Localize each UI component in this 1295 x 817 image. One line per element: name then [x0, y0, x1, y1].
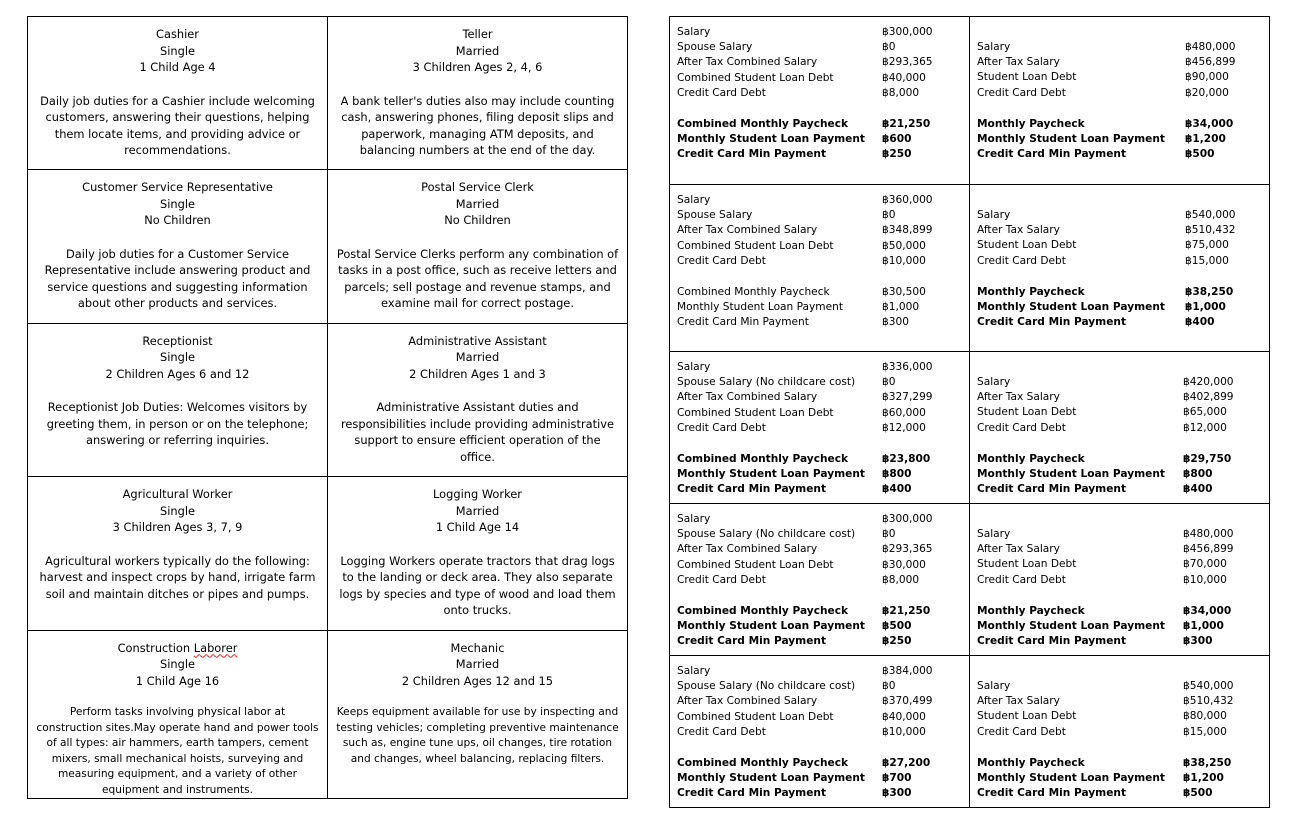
finance-label: Student Loan Debt: [977, 71, 1077, 84]
finance-row: [677, 117, 969, 132]
finance-value: ฿70,000: [1183, 558, 1227, 571]
finance-row: [677, 406, 969, 421]
finance-value: ฿293,365: [882, 543, 933, 556]
finance-label: After Tax Salary: [977, 391, 1060, 404]
finance-value: ฿0: [882, 41, 896, 54]
finance-label: Credit Card Debt: [677, 254, 766, 267]
job-title: Agricultural Worker: [122, 487, 233, 502]
finance-card-single: [970, 656, 1269, 807]
finance-row: [977, 117, 1269, 132]
job-card-postal-clerk: [328, 170, 627, 323]
job-title: Teller: [462, 27, 493, 41]
finance-value: ฿300: [1183, 635, 1213, 648]
marital-status: Married: [455, 503, 500, 518]
finance-value: ฿540,000: [1183, 680, 1234, 692]
job-card-admin-assistant: [328, 324, 627, 477]
finance-value: ฿480,000: [1183, 528, 1234, 540]
finance-row: [677, 664, 969, 679]
finance-label: After Tax Combined Salary: [677, 695, 818, 708]
finance-label: Combined Student Loan Debt: [677, 71, 834, 84]
finance-value: ฿500: [1183, 787, 1213, 800]
finance-label: Monthly Student Loan Payment: [977, 300, 1165, 313]
job-card-customer-service: [28, 170, 328, 323]
finance-label: After Tax Combined Salary: [677, 391, 818, 404]
finance-row: [977, 527, 1269, 542]
finance-value: ฿0: [882, 209, 896, 222]
finance-label: Spouse Salary (No childcare cost): [677, 528, 856, 541]
finance-value: ฿250: [882, 148, 912, 161]
finance-row: [977, 390, 1269, 405]
finance-label: Monthly Paycheck: [977, 452, 1085, 465]
finance-card-married: [670, 352, 970, 504]
finance-value: ฿40,000: [882, 71, 926, 84]
children: No Children: [144, 213, 211, 228]
finance-value: ฿20,000: [1185, 86, 1229, 99]
finance-row: [977, 375, 1269, 390]
finance-row: [677, 756, 969, 771]
finance-value: ฿21,250: [882, 604, 931, 617]
finance-row: [977, 223, 1269, 238]
job-title: Receptionist: [142, 333, 213, 348]
finance-row: [977, 285, 1269, 300]
finance-value: ฿10,000: [882, 725, 926, 738]
finance-label: Monthly Student Loan Payment: [677, 772, 865, 785]
finance-label: After Tax Salary: [977, 56, 1060, 69]
finance-label: Monthly Student Loan Payment: [677, 301, 844, 314]
finance-value: ฿12,000: [882, 421, 926, 434]
finance-label: Salary: [677, 361, 711, 373]
finance-value: ฿90,000: [1185, 71, 1229, 84]
finance-row: [677, 315, 969, 330]
finance-label: Credit Card Min Payment: [677, 316, 809, 329]
finance-value: ฿30,500: [882, 285, 926, 298]
finance-row: [977, 70, 1269, 85]
job-card-construction-laborer: [28, 631, 328, 799]
job-title: [36, 640, 319, 657]
finance-label: Credit Card Debt: [677, 421, 766, 434]
finance-row: [677, 285, 969, 300]
finance-card-single: [970, 504, 1269, 656]
job-title: Postal Service Clerk: [421, 180, 534, 195]
finance-row: [677, 300, 969, 315]
finance-label: Salary: [977, 528, 1011, 540]
finance-label: Monthly Student Loan Payment: [977, 619, 1165, 632]
finance-value: ฿500: [1185, 148, 1215, 161]
finance-row: [977, 208, 1269, 223]
finance-value: ฿402,899: [1183, 391, 1234, 404]
finance-value: ฿12,000: [1183, 421, 1227, 434]
finance-value: ฿400: [1183, 483, 1213, 496]
finance-value: ฿8,000: [882, 86, 920, 99]
finance-label: Credit Card Min Payment: [677, 148, 827, 161]
finance-value: ฿1,200: [1185, 132, 1226, 145]
finance-row: [677, 223, 969, 238]
finance-value: ฿300,000: [882, 26, 933, 38]
finance-value: ฿540,000: [1185, 209, 1236, 221]
finance-label: Monthly Paycheck: [977, 285, 1085, 298]
job-card-teller: [328, 17, 627, 170]
finance-label: Salary: [677, 513, 711, 525]
finance-value: ฿1,200: [1183, 771, 1224, 784]
finance-row: [677, 634, 969, 649]
finance-label: Salary: [977, 376, 1011, 388]
finance-row: [677, 573, 969, 588]
finance-label: Salary: [977, 209, 1011, 221]
job-card-logging-worker: [328, 477, 627, 630]
finance-label: Monthly Student Loan Payment: [677, 620, 865, 633]
finance-value: ฿34,000: [1183, 604, 1232, 617]
finance-value: ฿15,000: [1183, 725, 1227, 738]
finance-row: [977, 619, 1269, 634]
finance-label: After Tax Salary: [977, 224, 1060, 237]
finance-label: Combined Student Loan Debt: [677, 239, 834, 252]
finance-value: ฿293,365: [882, 56, 933, 69]
finance-value: ฿10,000: [882, 254, 926, 267]
finance-row: [977, 709, 1269, 724]
finance-value: ฿30,000: [882, 558, 926, 571]
finance-label: Monthly Paycheck: [977, 604, 1085, 617]
finance-value: ฿1,000: [1183, 619, 1224, 632]
children: 2 Children Ages 12 and 15: [401, 673, 554, 688]
finance-row: [977, 238, 1269, 253]
finance-value: ฿327,299: [882, 391, 933, 404]
finance-card-single: [970, 352, 1269, 504]
finance-value: ฿34,000: [1185, 117, 1234, 130]
marital-status: Single: [159, 503, 196, 518]
finance-value: ฿300,000: [882, 513, 933, 525]
finance-label: Combined Monthly Paycheck: [677, 756, 849, 769]
finance-value: ฿456,899: [1183, 543, 1234, 556]
finance-label: Credit Card Debt: [977, 573, 1066, 586]
finance-value: ฿23,800: [882, 452, 931, 465]
finance-row: [677, 390, 969, 405]
finance-label: Monthly Student Loan Payment: [977, 771, 1165, 784]
finance-row: [677, 360, 969, 375]
job-title-part: Construction: [117, 640, 194, 655]
finance-row: [677, 254, 969, 269]
finance-value: ฿510,432: [1183, 695, 1234, 708]
finance-label: After Tax Salary: [977, 695, 1060, 708]
children: 3 Children Ages 2, 4, 6: [412, 60, 543, 74]
finance-row: [677, 619, 969, 634]
marital-status: Single: [159, 350, 196, 365]
job-description: Agricultural workers typically do the following: harvest and inspect crops by hand, irrigate farm soil and maintain ditches or pipes and pumps.: [39, 553, 316, 601]
finance-card-married: [670, 656, 970, 807]
finance-card-married: [670, 185, 970, 352]
finance-label: Student Loan Debt: [977, 710, 1077, 723]
job-title: Mechanic: [450, 640, 505, 655]
marital-status: Single: [159, 196, 196, 211]
finance-label: Salary: [677, 26, 711, 38]
finance-label: Monthly Paycheck: [977, 117, 1085, 130]
job-description: Postal Service Clerks perform any combination of tasks in a post office, such as receive letters and parcels; sell postage and revenue stamps, and examine mail for correct postage.: [336, 246, 619, 311]
finance-row: [677, 40, 969, 55]
finance-card-single: [970, 185, 1269, 352]
finance-value: ฿420,000: [1183, 376, 1234, 388]
finance-row: [677, 132, 969, 147]
finance-label: After Tax Combined Salary: [677, 224, 818, 237]
finance-row: [977, 421, 1269, 436]
finance-label: Combined Student Loan Debt: [677, 558, 834, 571]
finance-label: Combined Monthly Paycheck: [677, 117, 849, 130]
children: 2 Children Ages 6 and 12: [105, 366, 250, 381]
job-card-cashier: [28, 17, 328, 170]
finance-value: ฿60,000: [882, 406, 926, 419]
job-description: Keeps equipment available for use by inspecting and testing vehicles; completing preventive maintenance such as, engine tune ups, oil changes, tire rotation and changes, wheel balancing, replacing filters.: [336, 706, 619, 765]
finance-label: Salary: [677, 665, 711, 677]
finance-label: Monthly Paycheck: [977, 756, 1085, 769]
finance-label: Credit Card Min Payment: [677, 787, 827, 800]
finance-row: [977, 557, 1269, 572]
job-description: A bank teller's duties also may include counting cash, answering phones, filing deposit slips and paperwork, managing ATM deposits, and balancing numbers at the end of the day.: [340, 93, 615, 157]
finance-value: ฿38,250: [1185, 285, 1234, 298]
finance-label: Credit Card Debt: [677, 86, 766, 99]
finance-value: ฿800: [882, 468, 912, 481]
finance-value: ฿0: [882, 680, 896, 693]
finance-row: [977, 86, 1269, 101]
finance-row: [677, 558, 969, 573]
finance-label: Spouse Salary: [677, 41, 753, 54]
finance-row: [977, 55, 1269, 70]
finance-value: ฿8,000: [882, 573, 920, 586]
finance-value: ฿15,000: [1185, 254, 1229, 267]
finance-value: ฿1,000: [1185, 300, 1226, 313]
finance-value: ฿0: [882, 528, 896, 541]
finance-card-married: [670, 17, 970, 185]
finance-card-married: [670, 504, 970, 656]
finance-row: [677, 208, 969, 223]
finance-label: Monthly Student Loan Payment: [677, 468, 865, 481]
finance-row: [677, 239, 969, 254]
finance-value: ฿75,000: [1185, 239, 1229, 252]
finance-label: Salary: [977, 680, 1011, 692]
finance-row: [677, 86, 969, 101]
finance-label: Credit Card Debt: [977, 725, 1066, 738]
finance-label: Combined Student Loan Debt: [677, 406, 834, 419]
job-card-mechanic: [328, 631, 627, 799]
finance-label: After Tax Combined Salary: [677, 56, 818, 69]
finance-row: [677, 452, 969, 467]
finance-row: [677, 527, 969, 542]
job-description: Perform tasks involving physical labor at construction sites.May operate hand and power tools of all types: air hammers, earth tampers, cement mixers, small mechanical hoists, surveying and measuring equipment, and a variety of other equipment and instruments.: [36, 706, 319, 796]
finance-value: ฿27,200: [882, 756, 931, 769]
children: 3 Children Ages 3, 7, 9: [112, 520, 243, 535]
finance-row: [677, 55, 969, 70]
finance-row: [977, 786, 1269, 801]
finance-row: [977, 132, 1269, 147]
finance-label: Credit Card Min Payment: [677, 483, 827, 496]
finance-row: [977, 405, 1269, 420]
finance-label: Combined Monthly Paycheck: [677, 285, 830, 298]
children: 2 Children Ages 1 and 3: [409, 366, 546, 381]
finance-label: After Tax Salary: [977, 543, 1060, 556]
children: No Children: [444, 213, 511, 228]
finance-row: [977, 573, 1269, 588]
job-description: Daily job duties for a Cashier include welcoming customers, answering their questions, helping them locate items, and providing advice or recommendations.: [40, 93, 315, 157]
finance-label: Credit Card Min Payment: [677, 635, 827, 648]
finance-row: [677, 193, 969, 208]
finance-label: Credit Card Min Payment: [977, 148, 1127, 161]
finance-label: Credit Card Debt: [977, 254, 1066, 267]
finance-row: [677, 604, 969, 619]
children: 1 Child Age 4: [139, 60, 216, 74]
finance-value: ฿250: [882, 635, 912, 648]
finance-row: [977, 542, 1269, 557]
finance-label: Combined Student Loan Debt: [677, 710, 834, 723]
children: 1 Child Age 14: [435, 520, 520, 535]
finance-value: ฿1,000: [882, 301, 920, 314]
job-title: Customer Service Representative: [82, 180, 273, 195]
finance-value: ฿384,000: [882, 665, 933, 677]
finance-row: [977, 771, 1269, 786]
finance-label: Salary: [677, 194, 711, 206]
spellcheck-word: Laborer: [193, 640, 238, 655]
finance-value: ฿600: [882, 133, 912, 146]
finance-value: ฿29,750: [1183, 452, 1232, 465]
finance-label: After Tax Combined Salary: [677, 543, 818, 556]
finance-label: Credit Card Debt: [677, 573, 766, 586]
finance-value: ฿348,899: [882, 224, 933, 237]
finance-row: [977, 679, 1269, 694]
finance-row: [677, 512, 969, 527]
finance-value: ฿40,000: [882, 710, 926, 723]
finance-value: ฿10,000: [1183, 573, 1227, 586]
finance-label: Credit Card Debt: [977, 86, 1066, 99]
finance-row: [677, 694, 969, 709]
finance-card-single: [970, 17, 1269, 185]
finance-value: ฿65,000: [1183, 406, 1227, 419]
finance-row: [977, 147, 1269, 162]
finance-row: [677, 679, 969, 694]
finance-row: [977, 300, 1269, 315]
finance-row: [977, 40, 1269, 55]
finance-row: [677, 147, 969, 162]
finance-value: ฿300: [882, 787, 912, 800]
finance-row: [977, 467, 1269, 482]
finance-row: [677, 467, 969, 482]
finance-row: [977, 694, 1269, 709]
finance-row: [977, 315, 1269, 330]
finance-label: Credit Card Min Payment: [977, 316, 1127, 329]
finance-row: [977, 482, 1269, 497]
finance-value: ฿700: [882, 772, 912, 785]
finance-value: ฿360,000: [882, 194, 933, 206]
finance-label: Spouse Salary (No childcare cost): [677, 680, 856, 693]
finance-row: [677, 542, 969, 557]
finance-value: ฿500: [882, 620, 912, 633]
children: 1 Child Age 16: [135, 673, 220, 688]
finance-row: [977, 452, 1269, 467]
finance-label: Student Loan Debt: [977, 558, 1077, 571]
job-description: Logging Workers operate tractors that drag logs to the landing or deck area. They also separate logs by species and type of wood and load them onto trucks.: [339, 553, 616, 618]
job-card-receptionist: [28, 324, 328, 477]
job-title: Logging Worker: [433, 487, 522, 502]
finance-value: ฿370,499: [882, 695, 933, 708]
job-description: Daily job duties for a Customer Service Representative include answering product and service questions and suggesting information about other products and services.: [44, 246, 311, 311]
job-title: Administrative Assistant: [408, 333, 547, 348]
finance-row: [677, 710, 969, 725]
marital-status: Married: [455, 196, 500, 211]
finance-label: Combined Monthly Paycheck: [677, 604, 849, 617]
finance-label: Spouse Salary (No childcare cost): [677, 376, 856, 389]
marital-status: Married: [455, 43, 500, 58]
finance-label: Monthly Student Loan Payment: [677, 133, 865, 146]
finance-row: [677, 786, 969, 801]
finance-label: Salary: [977, 41, 1011, 53]
job-cards-grid: [27, 16, 628, 799]
finance-value: ฿80,000: [1183, 710, 1227, 723]
finance-value: ฿0: [882, 376, 896, 389]
finance-label: Combined Monthly Paycheck: [677, 452, 849, 465]
finance-row: [977, 604, 1269, 619]
finance-row: [677, 482, 969, 497]
finance-value: ฿21,250: [882, 117, 931, 130]
finance-label: Monthly Student Loan Payment: [977, 132, 1165, 145]
finance-row: [977, 634, 1269, 649]
finance-row: [977, 254, 1269, 269]
job-title: Cashier: [156, 27, 199, 41]
finance-label: Credit Card Min Payment: [977, 483, 1127, 496]
finance-value: ฿38,250: [1183, 756, 1232, 769]
finance-label: Monthly Student Loan Payment: [977, 467, 1165, 480]
finance-row: [677, 421, 969, 436]
finance-row: [677, 725, 969, 740]
finance-value: ฿510,432: [1185, 224, 1236, 237]
finance-label: Student Loan Debt: [977, 406, 1077, 419]
finance-value: ฿300: [882, 316, 909, 329]
finance-label: Credit Card Min Payment: [977, 635, 1127, 648]
job-description: Receptionist Job Duties: Welcomes visitors by greeting them, in person or on the telephone; answering or referring inquiries.: [46, 400, 309, 448]
finance-row: [677, 771, 969, 786]
finance-value: ฿336,000: [882, 361, 933, 373]
marital-status: Single: [159, 657, 196, 671]
finance-label: Student Loan Debt: [977, 239, 1077, 252]
finance-value: ฿400: [1185, 316, 1215, 329]
finance-label: Credit Card Min Payment: [977, 787, 1127, 800]
finance-value: ฿50,000: [882, 239, 926, 252]
finance-row: [677, 375, 969, 390]
finance-value: ฿400: [882, 483, 912, 496]
marital-status: Married: [455, 657, 500, 671]
marital-status: Single: [159, 43, 196, 58]
finance-row: [677, 71, 969, 86]
finance-cards-grid: [669, 16, 1270, 808]
finance-row: [977, 756, 1269, 771]
finance-value: ฿800: [1183, 467, 1213, 480]
finance-value: ฿480,000: [1185, 41, 1236, 53]
finance-row: [677, 25, 969, 40]
finance-label: Credit Card Debt: [677, 725, 766, 738]
job-description: Administrative Assistant duties and responsibilities include providing administrative support to ensure efficient operation of the office.: [340, 400, 614, 464]
job-card-agricultural-worker: [28, 477, 328, 630]
finance-label: Credit Card Debt: [977, 421, 1066, 434]
marital-status: Married: [455, 350, 500, 365]
finance-label: Spouse Salary: [677, 209, 753, 222]
finance-row: [977, 725, 1269, 740]
finance-value: ฿456,899: [1185, 56, 1236, 69]
